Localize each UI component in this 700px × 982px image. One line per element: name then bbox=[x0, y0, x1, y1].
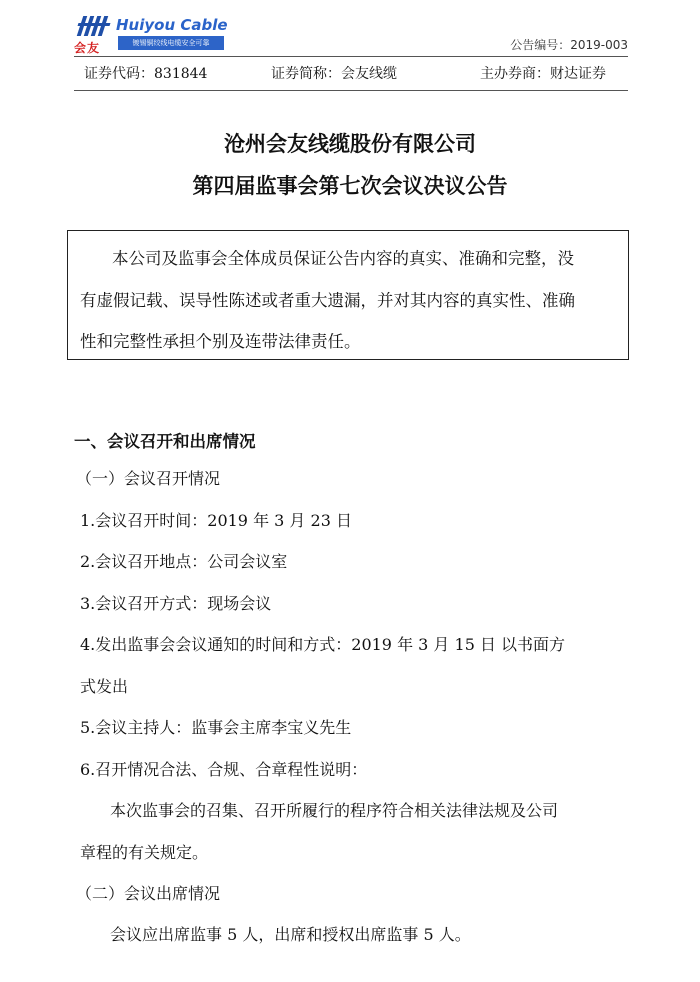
meeting-time: 1.会议召开时间：2019 年 3 月 23 日 bbox=[80, 511, 352, 530]
company-name-title: 沧州会友线缆股份有限公司 bbox=[224, 132, 476, 156]
disclaimer-line: 有虚假记载、误导性陈述或者重大遗漏，并对其内容的真实性、准确 bbox=[80, 291, 575, 310]
disclaimer-line: 本公司及监事会全体成员保证公告内容的真实、准确和完整，没 bbox=[112, 249, 574, 268]
subsection-heading: （一）会议召开情况 bbox=[76, 469, 221, 488]
logo-en-text: Huiyou Cable bbox=[116, 16, 228, 34]
meeting-method: 3.会议召开方式：现场会议 bbox=[80, 594, 272, 613]
logo-tagline: 镀锡铜绞线电缆安全可靠 bbox=[118, 36, 224, 50]
meeting-host: 5.会议主持人：监事会主席李宝义先生 bbox=[80, 718, 352, 737]
securities-code: 证券代码：831844 bbox=[84, 66, 208, 82]
meta-divider bbox=[74, 90, 628, 91]
company-logo bbox=[74, 14, 228, 55]
securities-abbreviation: 证券简称：会友线缆 bbox=[271, 66, 397, 82]
meeting-location: 2.会议召开地点：公司会议室 bbox=[80, 552, 288, 571]
logo-cn-text: 会友 bbox=[74, 41, 101, 55]
subsection-heading: （二）会议出席情况 bbox=[76, 884, 221, 903]
notice-time-method-cont: 式发出 bbox=[80, 677, 129, 696]
lead-broker: 主办券商：财达证券 bbox=[480, 66, 606, 82]
compliance-paragraph-cont: 章程的有关规定。 bbox=[80, 843, 209, 862]
compliance-heading: 6.召开情况合法、合规、合章程性说明： bbox=[80, 760, 368, 779]
compliance-paragraph: 本次监事会的召集、召开所履行的程序符合相关法律法规及公司 bbox=[110, 801, 559, 820]
announcement-number: 公告编号：2019-003 bbox=[510, 38, 628, 52]
attendance-paragraph: 会议应出席监事 5 人，出席和授权出席监事 5 人。 bbox=[110, 925, 471, 944]
notice-time-method: 4.发出监事会会议通知的时间和方式：2019 年 3 月 15 日 以书面方 bbox=[80, 635, 566, 654]
disclaimer-line: 性和完整性承担个别及连带法律责任。 bbox=[80, 332, 361, 351]
header-divider bbox=[74, 56, 628, 57]
announcement-title: 第四届监事会第七次会议决议公告 bbox=[192, 174, 508, 198]
section-heading: 一、会议召开和出席情况 bbox=[74, 432, 256, 451]
